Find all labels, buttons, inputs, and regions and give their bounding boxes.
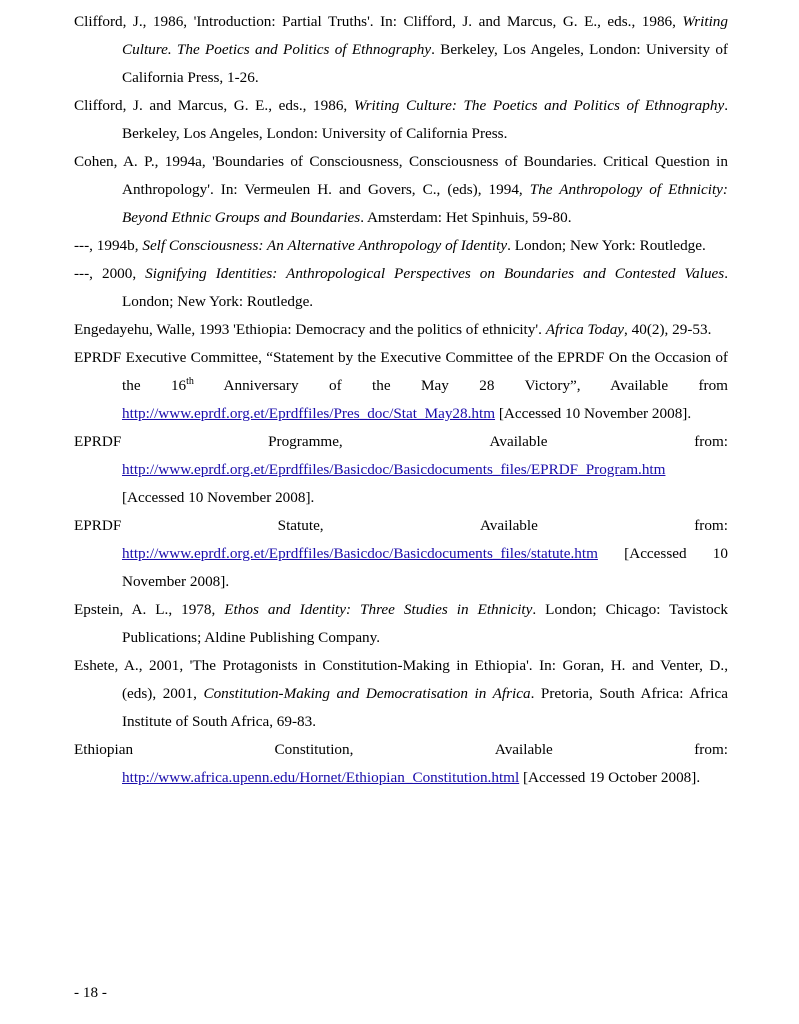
reference-entry-cohen-1994a <box>74 148 728 232</box>
ref-word: EPRDF <box>74 517 122 534</box>
ref-text: Epstein, A. L., 1978, <box>74 601 225 618</box>
ref-url-line <box>74 540 728 596</box>
reference-entry-eprdf-statute <box>74 512 728 596</box>
ref-text: Clifford, J., 1986, 'Introduction: Partial Truths'. In: Clifford, J. and Marcus, G. E., eds., 1986, <box>74 13 683 30</box>
ref-word: Available <box>489 433 548 450</box>
ref-text: . London; Chicago: Tavistock Publications; Aldine Publishing Company. <box>122 601 728 646</box>
ref-word: from: <box>694 433 728 450</box>
ordinal-superscript: th <box>186 375 194 387</box>
ref-title: Constitution-Making and Democratisation in Africa <box>203 685 531 702</box>
ref-text: . Berkeley, Los Angeles, London: University of California Press, 1-26. <box>122 41 728 86</box>
ref-word: from: <box>694 741 728 758</box>
ref-first-line <box>74 512 728 540</box>
ref-text: . London; New York: Routledge. <box>507 237 706 254</box>
ref-title: The Anthropology of Ethnicity: Beyond Ethnic Groups and Boundaries <box>122 181 728 226</box>
reference-entry-cohen-1994b <box>74 232 728 260</box>
ref-text: [Accessed 10 November 2008]. <box>495 405 692 422</box>
ref-title: Ethos and Identity: Three Studies in Ethnicity <box>224 601 533 618</box>
reference-entry-eprdf-statement <box>74 344 728 428</box>
ref-title: Self Consciousness: An Alternative Anthropology of Identity <box>142 237 508 254</box>
reference-entry-eprdf-programme <box>74 428 728 512</box>
ref-url-line <box>74 456 728 484</box>
ref-text: [Accessed 19 October 2008]. <box>519 769 701 786</box>
reference-link[interactable]: http://www.eprdf.org.et/Eprdffiles/Pres_doc/Stat_May28.htm <box>122 405 496 422</box>
ref-text: Clifford, J. and Marcus, G. E., eds., 1986, <box>74 97 354 114</box>
ref-title: Writing Culture: The Poetics and Politics of Ethnography <box>353 97 725 114</box>
ref-word: Available <box>479 517 538 534</box>
reference-link[interactable]: http://www.eprdf.org.et/Eprdffiles/Basicdoc/Basicdocuments_files/statute.htm <box>122 545 598 562</box>
ref-first-line <box>74 428 728 456</box>
ref-text: Cohen, A. P., 1994a, 'Boundaries of Consciousness, Consciousness of Boundaries. Critical Question in Anthropology'. In: Vermeulen H. and Govers, C., (eds), 1994, <box>74 153 728 198</box>
ref-word: from: <box>694 517 728 534</box>
ref-text: Eshete, A., 2001, 'The Protagonists in Constitution-Making in Ethiopia'. In: Goran, H. and Venter, D., (eds), 2001, <box>74 657 728 702</box>
reference-entry-ethiopian-constitution <box>74 736 728 792</box>
ref-title: Writing Culture. The Poetics and Politics of Ethnography <box>122 13 728 58</box>
reference-entry-clifford-marcus-1986 <box>74 92 728 148</box>
ref-text: . Pretoria, South Africa: Africa Institute of South Africa, 69-83. <box>122 685 728 730</box>
ref-text: ---, 2000, <box>74 265 146 282</box>
page-number: - 18 - <box>74 984 107 1001</box>
ref-first-line <box>74 736 728 764</box>
reference-entry-clifford-1986a <box>74 8 728 92</box>
ref-word: Available <box>494 741 553 758</box>
ref-text: ---, 1994b, <box>74 237 143 254</box>
ref-text: EPRDF Executive Committee, “Statement by the Executive Committee of the EPRDF On the Occasion of the 16 <box>74 349 728 394</box>
ref-title: Signifying Identities: Anthropological Perspectives on Boundaries and Contested Values <box>145 265 725 282</box>
ref-word: Statute, <box>277 517 324 534</box>
ref-title: Africa Today <box>545 321 625 338</box>
ref-text: , 40(2), 29-53. <box>624 321 712 338</box>
ref-word: EPRDF <box>74 433 122 450</box>
ref-text: . Amsterdam: Het Spinhuis, 59-80. <box>360 209 572 226</box>
reference-entry-engedayehu-1993 <box>74 316 728 344</box>
ref-text: Engedayehu, Walle, 1993 'Ethiopia: Democracy and the politics of ethnicity'. <box>74 321 546 338</box>
ref-url-line <box>74 764 728 792</box>
reference-entry-eshete-2001 <box>74 652 728 736</box>
reference-entry-epstein-1978 <box>74 596 728 652</box>
ref-word: Programme, <box>268 433 343 450</box>
ref-access-line <box>74 484 728 512</box>
ref-text: Anniversary of the May 28 Victory”, Available from <box>193 377 728 394</box>
ref-text: . Berkeley, Los Angeles, London: University of California Press. <box>122 97 728 142</box>
reference-list <box>74 8 728 792</box>
reference-link[interactable]: http://www.africa.upenn.edu/Hornet/Ethiopian_Constitution.html <box>122 769 520 786</box>
ref-text: [Accessed 10 November 2008]. <box>122 545 728 590</box>
ref-text: [Accessed 10 November 2008]. <box>122 489 315 506</box>
reference-entry-cohen-2000 <box>74 260 728 316</box>
ref-word: Ethiopian <box>74 741 134 758</box>
ref-word: Constitution, <box>274 741 354 758</box>
ref-text: . London; New York: Routledge. <box>122 265 728 310</box>
reference-link[interactable]: http://www.eprdf.org.et/Eprdffiles/Basicdoc/Basicdocuments_files/EPRDF_Program.htm <box>122 461 666 478</box>
